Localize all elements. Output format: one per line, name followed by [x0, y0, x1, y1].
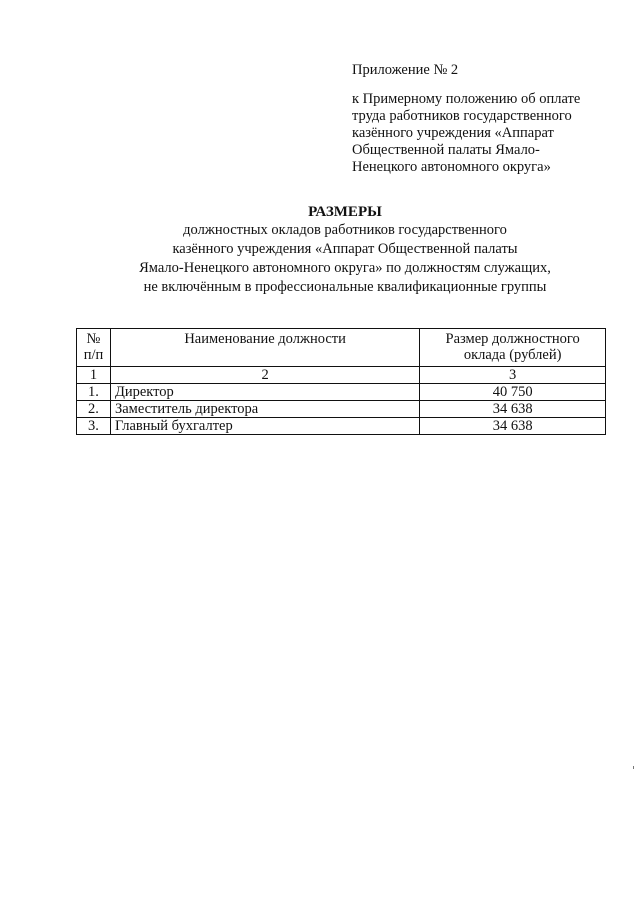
table-row	[77, 401, 606, 418]
salary-amount: 34 638	[420, 418, 606, 435]
appendix-title: Приложение № 2	[352, 62, 459, 78]
index-cell: 2	[110, 367, 419, 384]
appendix-line: Ненецкого автономного округа»	[352, 159, 551, 175]
table-index-row	[77, 367, 606, 384]
document-subtitle-line: должностных окладов работников государственного	[183, 222, 507, 238]
scan-mark	[633, 766, 634, 769]
salary-amount: 40 750	[420, 384, 606, 401]
document-heading	[80, 203, 610, 297]
appendix-line: труда работников государственного	[352, 108, 572, 124]
salary-table	[76, 328, 606, 435]
row-number: 2.	[77, 401, 111, 418]
table-row	[77, 418, 606, 435]
appendix-line: к Примерному положению об оплате	[352, 91, 581, 107]
document-subtitle-line: не включённым в профессиональные квалификационные группы	[143, 279, 547, 295]
column-header-position: Наименование должности	[110, 329, 419, 367]
row-number: 1.	[77, 384, 111, 401]
row-number: 3.	[77, 418, 111, 435]
appendix-line: казённого учреждения «Аппарат	[352, 125, 554, 141]
table-header-row	[77, 329, 606, 367]
position-name: Главный бухгалтер	[110, 418, 419, 435]
document-subtitle-line: казённого учреждения «Аппарат Общественной палаты	[172, 241, 518, 257]
index-cell: 3	[420, 367, 606, 384]
table-row	[77, 384, 606, 401]
salary-amount: 34 638	[420, 401, 606, 418]
appendix-block	[352, 62, 622, 176]
position-name: Директор	[110, 384, 419, 401]
index-cell: 1	[77, 367, 111, 384]
appendix-line: Общественной палаты Ямало-	[352, 142, 540, 158]
column-header-salary: Размер должностного оклада (рублей)	[420, 329, 606, 367]
document-title: РАЗМЕРЫ	[308, 204, 382, 220]
document-subtitle-line: Ямало-Ненецкого автономного округа» по должностям служащих,	[139, 260, 551, 276]
position-name: Заместитель директора	[110, 401, 419, 418]
column-header-number: № п/п	[77, 329, 111, 367]
